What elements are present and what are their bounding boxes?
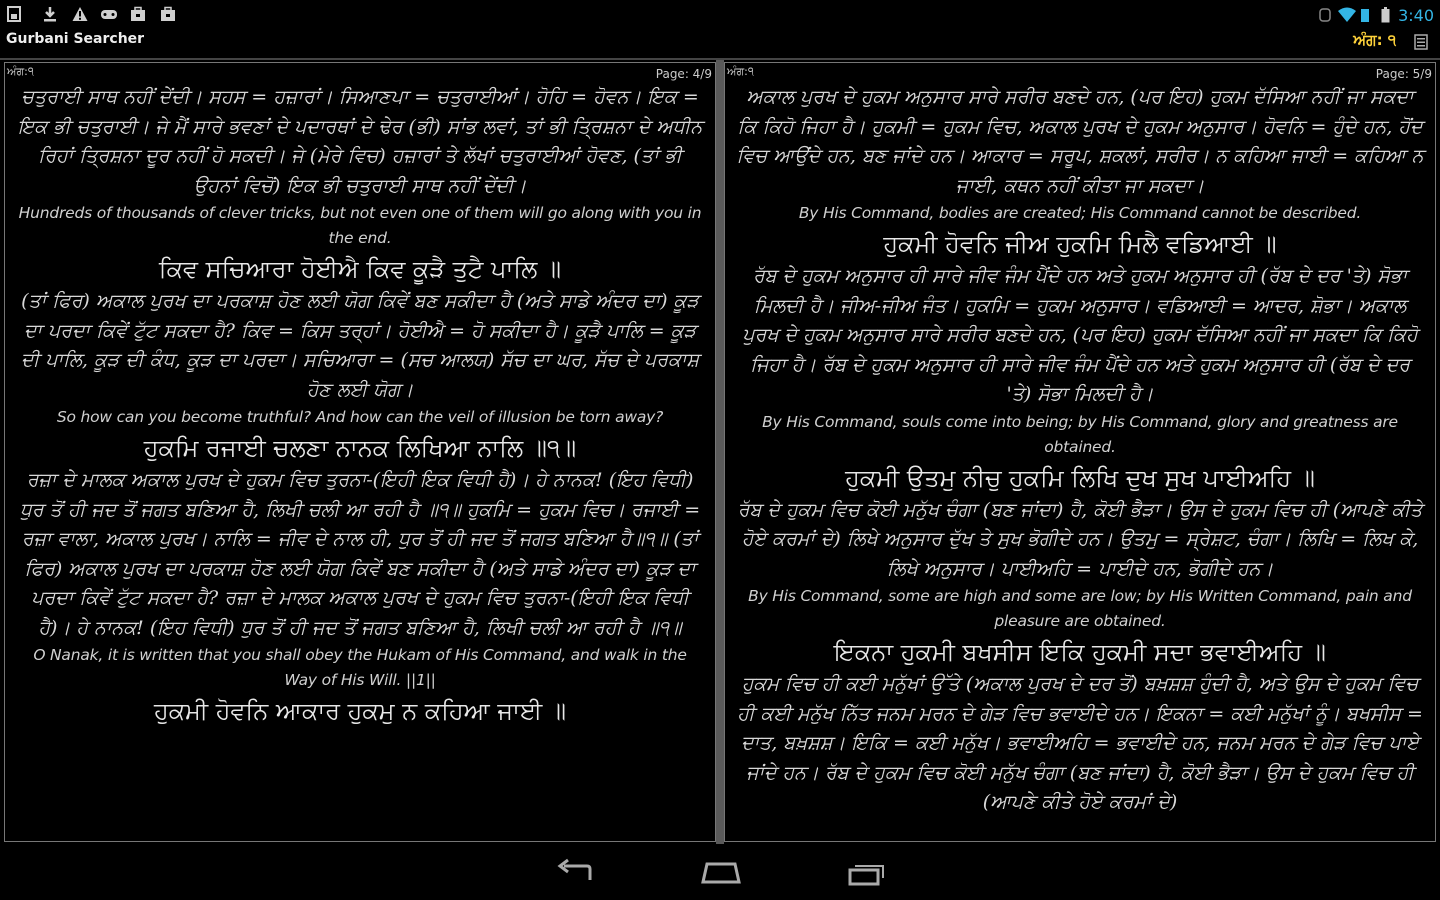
page-number: Page: 4/9: [655, 67, 712, 81]
recent-apps-icon[interactable]: [842, 858, 890, 888]
english-translation: So how can you become truthful? And how can the veil of illusion be torn away?: [56, 408, 664, 426]
translation-text: ਹੁਕਮ ਵਿਚ ਹੀ ਕਈ ਮਨੁੱਖਾਂ ਉੱਤੇ (ਅਕਾਲ ਪੁਰਖ ਦੇ ਦਰ ਤੋਂ) ਬਖ਼ਸ਼ਸ਼ ਹੁੰਦੀ ਹੈ, ਅਤੇ ਉਸ ਦੇ ਹੁਕਮ ਵਿਚ ਹੀ ਕਈ ਮਨੁੱਖ ਨਿੱਤ ਜਨਮ ਮਰਨ ਦੇ ਗੇੜ ਵਿਚ ਭਵਾਈਦੇ ਹਨ। ਇਕਨਾ = ਕਈ ਮਨੁੱਖਾਂ ਨੂੰ। ਬਖਸੀਸ = ਦਾਤ, ਬਖ਼ਸ਼ਸ਼। ਇਕਿ = ਕਈ ਮਨੁੱਖ। ਭਵਾਈਅਹਿ = ਭਵਾਈਦੇ ਹਨ, ਜਨਮ ਮਰਨ ਦੇ ਗੇੜ ਵਿਚ ਪਾਏ ਜਾਂਦੇ ਹਨ। ਰੱਬ ਦੇ ਹੁਕਮ ਵਿਚ ਕੋਈ ਮਨੁੱਖ ਚੰਗਾ (ਬਣ ਜਾਂਦਾ) ਹੈ, ਕੋਈ ਭੈੜਾ। ਉਸ ਦੇ ਹੁਕਮ ਵਿਚ ਹੀ (ਆਪਣੇ ਕੀਤੇ ਹੋਏ ਕਰਮਾਂ ਦੇ): [737, 673, 1423, 813]
battery-icon: [1378, 7, 1392, 23]
status-bar: [0, 0, 1440, 30]
pane-header: [725, 63, 1435, 83]
page-number: Page: 5/9: [1375, 67, 1432, 81]
back-icon[interactable]: [552, 858, 600, 888]
sync-icon: [1318, 7, 1332, 23]
game-icon: [100, 6, 116, 22]
english-translation: O Nanak, it is written that you shall obey the Hukam of His Command, and walk in the Way of His Will. ||1||: [33, 646, 687, 689]
warning-icon: [72, 6, 88, 22]
wifi-icon: [1338, 7, 1352, 23]
signal-icon: [1358, 7, 1372, 23]
pane-header: [5, 63, 715, 83]
gurbani-verse: ਹੁਕਮਿ ਰਜਾਈ ਚਲਣਾ ਨਾਨਕ ਲਿਖਿਆ ਨਾਲਿ ॥੧॥: [143, 434, 577, 462]
status-indicators: [1318, 5, 1434, 25]
english-translation: By His Command, souls come into being; by His Command, glory and greatness are obtained.: [762, 412, 1398, 456]
translation-text: ਰੱਬ ਦੇ ਹੁਕਮ ਵਿਚ ਕੋਈ ਮਨੁੱਖ ਚੰਗਾ (ਬਣ ਜਾਂਦਾ) ਹੈ, ਕੋਈ ਭੈੜਾ। ਉਸ ਦੇ ਹੁਕਮ ਵਿਚ ਹੀ (ਆਪਣੇ ਕੀਤੇ ਹੋਏ ਕਰਮਾਂ ਦੇ) ਲਿਖੇ ਅਨੁਸਾਰ ਦੁੱਖ ਤੇ ਸੁਖ ਭੋਗੀਦੇ ਹਨ। ਉਤਮੁ = ਸ੍ਰੇਸ਼ਟ, ਚੰਗਾ। ਲਿਖਿ = ਲਿਖ ਕੇ, ਲਿਖੇ ਅਨੁਸਾਰ। ਪਾਈਅਹਿ = ਪਾਈਦੇ ਹਨ, ਭੋਗੀਦੇ ਹਨ।: [737, 498, 1423, 580]
download-icon: [42, 6, 58, 22]
briefcase-icon: [160, 6, 176, 22]
clock: 3:40: [1398, 5, 1434, 25]
gurbani-verse: ਇਕਨਾ ਹੁਕਮੀ ਬਖਸੀਸ ਇਕਿ ਹੁਕਮੀ ਸਦਾ ਭਵਾਈਅਹਿ ॥: [834, 638, 1326, 666]
sim-icon: [6, 6, 22, 22]
navigation-bar: [0, 846, 1440, 900]
translation-text: ਚਤੁਰਾਈ ਸਾਥ ਨਹੀਂ ਦੇਂਦੀ। ਸਹਸ = ਹਜ਼ਾਰਾਂ। ਸਿਆਣਪਾ = ਚਤੁਰਾਈਆਂ। ਹੋਹਿ = ਹੋਵਨ। ਇਕ = ਇਕ ਭੀ ਚਤੁਰਾਈ। ਜੇ ਮੈਂ ਸਾਰੇ ਭਵਣਾਂ ਦੇ ਪਦਾਰਥਾਂ ਦੇ ਢੇਰ (ਭੀ) ਸਾਂਭ ਲਵਾਂ, ਤਾਂ ਭੀ ਤ੍ਰਿਸ਼ਨਾ ਦੇ ਅਧੀਨ ਰਿਹਾਂ ਤ੍ਰਿਸ਼ਨਾ ਦੂਰ ਨਹੀਂ ਹੋ ਸਕਦੀ। ਜੇ (ਮੇਰੇ ਵਿਚ) ਹਜ਼ਾਰਾਂ ਤੇ ਲੱਖਾਂ ਚਤੁਰਾਈਆਂ ਹੋਵਣ, (ਤਾਂ ਭੀ ਉਹਨਾਂ ਵਿਚੋਂ) ਇਕ ਭੀ ਚਤੁਰਾਈ ਸਾਥ ਨਹੀਂ ਦੇਂਦੀ।: [17, 86, 703, 197]
english-translation: By His Command, some are high and some are low; by His Written Command, pain and pleasure are obtained.: [748, 587, 1412, 630]
page-text: [725, 83, 1435, 818]
translation-text: (ਤਾਂ ਫਿਰ) ਅਕਾਲ ਪੁਰਖ ਦਾ ਪਰਕਾਸ਼ ਹੋਣ ਲਈ ਯੋਗ ਕਿਵੇਂ ਬਣ ਸਕੀਦਾ ਹੈ (ਅਤੇ ਸਾਡੇ ਅੰਦਰ ਦਾ) ਕੂੜ ਦਾ ਪਰਦਾ ਕਿਵੇਂ ਟੁੱਟ ਸਕਦਾ ਹੈ? ਕਿਵ = ਕਿਸ ਤਰ੍ਹਾਂ। ਹੋਈਐ = ਹੋ ਸਕੀਦਾ ਹੈ। ਕੂੜੈ ਪਾਲਿ = ਕੂੜ ਦੀ ਪਾਲਿ, ਕੂੜ ਦੀ ਕੰਧ, ਕੂੜ ਦਾ ਪਰਦਾ। ਸਚਿਆਰਾ = (ਸਚ ਆਲਯ) ਸੱਚ ਦਾ ਘਰ, ਸੱਚ ਦੇ ਪਰਕਾਸ਼ ਹੋਣ ਲਈ ਯੋਗ।: [20, 290, 700, 401]
ang-indicator: ਅੰਗ:੧: [7, 65, 34, 78]
right-page-pane[interactable]: [724, 62, 1436, 842]
pane-divider: [716, 60, 724, 844]
gurbani-verse: ਹੁਕਮੀ ਹੋਵਨਿ ਆਕਾਰ ਹੁਕਮੁ ਨ ਕਹਿਆ ਜਾਈ ॥: [153, 697, 567, 725]
english-translation: By His Command, bodies are created; His Command cannot be described.: [798, 204, 1362, 222]
page-text: [5, 83, 715, 729]
briefcase-icon: [130, 6, 146, 22]
gurbani-verse: ਕਿਵ ਸਚਿਆਰਾ ਹੋਈਐ ਕਿਵ ਕੂੜੈ ਤੁਟੈ ਪਾਲਿ ॥: [158, 255, 562, 283]
overflow-menu-icon[interactable]: [1414, 33, 1428, 51]
left-page-pane[interactable]: [4, 62, 716, 842]
app-title: Gurbani Searcher: [6, 31, 145, 47]
home-icon[interactable]: [697, 858, 745, 888]
ang-selector[interactable]: ਅੰਗ: ੧: [1353, 31, 1396, 49]
english-translation: Hundreds of thousands of clever tricks, but not even one of them will go along with you in the end.: [18, 204, 702, 247]
translation-text: ਰੱਬ ਦੇ ਹੁਕਮ ਅਨੁਸਾਰ ਹੀ ਸਾਰੇ ਜੀਵ ਜੰਮ ਪੈਂਦੇ ਹਨ ਅਤੇ ਹੁਕਮ ਅਨੁਸਾਰ ਹੀ (ਰੱਬ ਦੇ ਦਰ 'ਤੇ) ਸੋਭਾ ਮਿਲਦੀ ਹੈ। ਜੀਅ-ਜੀਅ ਜੰਤ। ਹੁਕਮਿ = ਹੁਕਮ ਅਨੁਸਾਰ। ਵਡਿਆਈ = ਆਦਰ, ਸ਼ੋਭਾ। ਅਕਾਲ ਪੁਰਖ ਦੇ ਹੁਕਮ ਅਨੁਸਾਰ ਸਾਰੇ ਸਰੀਰ ਬਣਦੇ ਹਨ, (ਪਰ ਇਹ) ਹੁਕਮ ਦੱਸਿਆ ਨਹੀਂ ਜਾ ਸਕਦਾ ਕਿ ਕਿਹੋ ਜਿਹਾ ਹੈ। ਰੱਬ ਦੇ ਹੁਕਮ ਅਨੁਸਾਰ ਹੀ ਸਾਰੇ ਜੀਵ ਜੰਮ ਪੈਂਦੇ ਹਨ ਅਤੇ ਹੁਕਮ ਅਨੁਸਾਰ ਹੀ (ਰੱਬ ਦੇ ਦਰ 'ਤੇ) ਸੋਭਾ ਮਿਲਦੀ ਹੈ।: [742, 265, 1418, 405]
gurbani-verse: ਹੁਕਮੀ ਹੋਵਨਿ ਜੀਅ ਹੁਕਮਿ ਮਿਲੈ ਵਡਿਆਈ ॥: [883, 230, 1277, 258]
gurbani-verse: ਹੁਕਮੀ ਉਤਮੁ ਨੀਚੁ ਹੁਕਮਿ ਲਿਖਿ ਦੁਖ ਸੁਖ ਪਾਈਅਹਿ ॥: [845, 463, 1315, 492]
translation-text: ਰਜ਼ਾ ਦੇ ਮਾਲਕ ਅਕਾਲ ਪੁਰਖ ਦੇ ਹੁਕਮ ਵਿਚ ਤੁਰਨਾ-(ਇਹੀ ਇਕ ਵਿਧੀ ਹੈ)। ਹੇ ਨਾਨਕ! (ਇਹ ਵਿਧੀ) ਧੁਰ ਤੋਂ ਹੀ ਜਦ ਤੋਂ ਜਗਤ ਬਣਿਆ ਹੈ, ਲਿਖੀ ਚਲੀ ਆ ਰਹੀ ਹੈ ॥੧॥ ਹੁਕਮਿ = ਹੁਕਮ ਵਿਚ। ਰਜਾਈ = ਰਜ਼ਾ ਵਾਲਾ, ਅਕਾਲ ਪੁਰਖ। ਨਾਲਿ = ਜੀਵ ਦੇ ਨਾਲ ਹੀ, ਧੁਰ ਤੋਂ ਹੀ ਜਦ ਤੋਂ ਜਗਤ ਬਣਿਆ ਹੈ॥੧॥ (ਤਾਂ ਫਿਰ) ਅਕਾਲ ਪੁਰਖ ਦਾ ਪਰਕਾਸ਼ ਹੋਣ ਲਈ ਯੋਗ ਕਿਵੇਂ ਬਣ ਸਕੀਦਾ ਹੈ (ਅਤੇ ਸਾਡੇ ਅੰਦਰ ਦਾ) ਕੂੜ ਦਾ ਪਰਦਾ ਕਿਵੇਂ ਟੁੱਟ ਸਕਦਾ ਹੈ? ਰਜ਼ਾ ਦੇ ਮਾਲਕ ਅਕਾਲ ਪੁਰਖ ਦੇ ਹੁਕਮ ਵਿਚ ਤੁਰਨਾ-(ਇਹੀ ਇਕ ਵਿਧੀ ਹੈ)। ਹੇ ਨਾਨਕ! (ਇਹ ਵਿਧੀ) ਧੁਰ ਤੋਂ ਹੀ ਜਦ ਤੋਂ ਜਗਤ ਬਣਿਆ ਹੈ, ਲਿਖੀ ਚਲੀ ਆ ਰਹੀ ਹੈ ॥੧॥: [19, 469, 701, 639]
translation-text: ਅਕਾਲ ਪੁਰਖ ਦੇ ਹੁਕਮ ਅਨੁਸਾਰ ਸਾਰੇ ਸਰੀਰ ਬਣਦੇ ਹਨ, (ਪਰ ਇਹ) ਹੁਕਮ ਦੱਸਿਆ ਨਹੀਂ ਜਾ ਸਕਦਾ ਕਿ ਕਿਹੋ ਜਿਹਾ ਹੈ। ਹੁਕਮੀ = ਹੁਕਮ ਵਿਚ, ਅਕਾਲ ਪੁਰਖ ਦੇ ਹੁਕਮ ਅਨੁਸਾਰ। ਹੋਵਨਿ = ਹੁੰਦੇ ਹਨ, ਹੋਂਦ ਵਿਚ ਆਉਂਦੇ ਹਨ, ਬਣ ਜਾਂਦੇ ਹਨ। ਆਕਾਰ = ਸਰੂਪ, ਸ਼ਕਲਾਂ, ਸਰੀਰ। ਨ ਕਹਿਆ ਜਾਈ = ਕਹਿਆ ਨ ਜਾਈ, ਕਥਨ ਨਹੀਂ ਕੀਤਾ ਜਾ ਸਕਦਾ।: [736, 86, 1424, 197]
action-bar: [0, 30, 1440, 60]
ang-indicator: ਅੰਗ:੧: [727, 65, 754, 78]
